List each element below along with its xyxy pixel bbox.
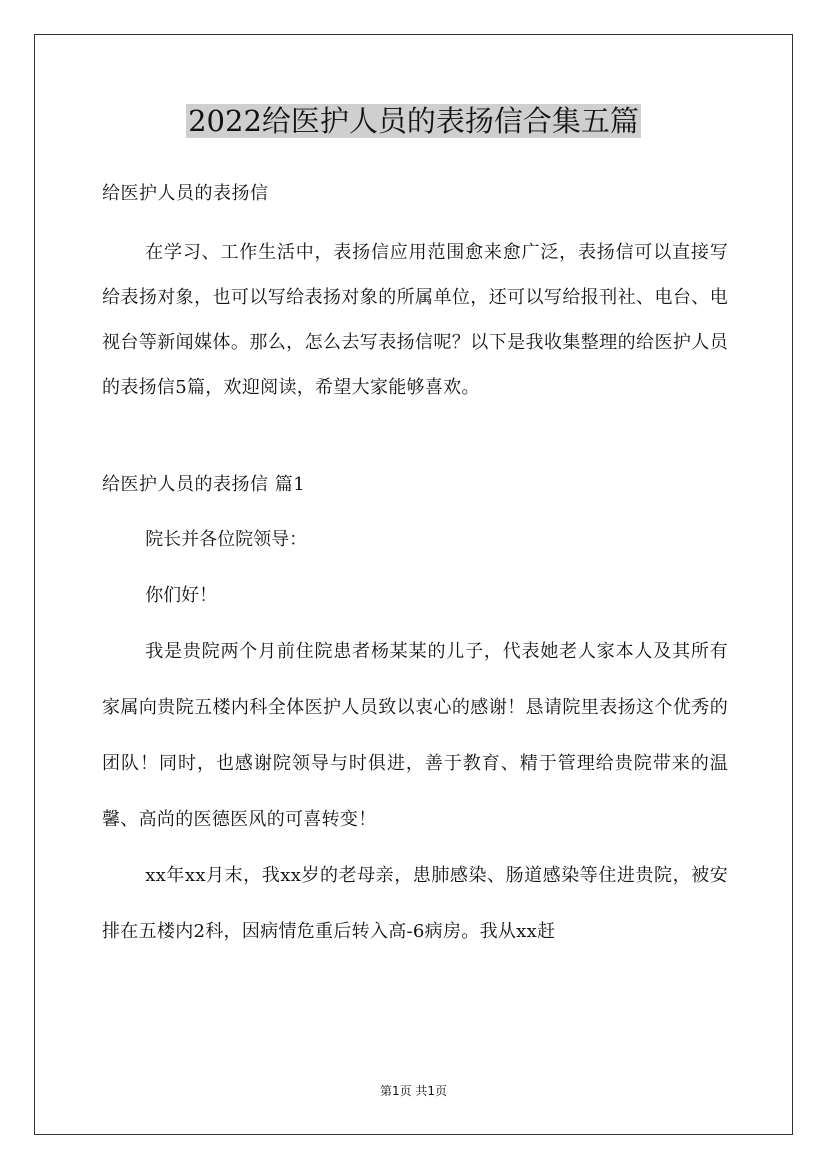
document-body [102, 170, 728, 960]
section-spacer [102, 410, 728, 458]
page-footer: 第1页 共1页 [379, 1084, 448, 1098]
letter-paragraph-2: xx年xx月末，我xx岁的老母亲，患肺感染、肠道感染等住进贵院，被安排在五楼内2科，因病情危重后转入高-6病房。我从xx赶 [102, 865, 728, 942]
greeting: 你们好！ [145, 585, 218, 606]
document-title-text: 2022给医护人员的表扬信合集五篇 [188, 104, 639, 138]
letter-paragraph-1: 我是贵院两个月前住院患者杨某某的儿子，代表她老人家本人及其所有家属向贵院五楼内科全体医护人员致以衷心的感谢！恳请院里表扬这个优秀的团队！同时，也感谢院领导与时俱进，善于教育、精于管理给贵院带来的温馨、高尚的医德医风的可喜转变！ [102, 641, 728, 830]
salutation: 院长并各位院领导： [145, 529, 308, 550]
section1-heading: 给医护人员的表扬信 篇1 [102, 474, 306, 495]
intro-heading: 给医护人员的表扬信 [102, 183, 269, 204]
intro-paragraph: 在学习、工作生活中，表扬信应用范围愈来愈广泛，表扬信可以直接写给表扬对象，也可以写给表扬对象的所属单位，还可以写给报刊社、电台、电视台等新闻媒体。那么，怎么去写表扬信呢？以下是我收集整理的给医护人员的表扬信5篇，欢迎阅读，希望大家能够喜欢。 [102, 242, 728, 398]
document-title [0, 100, 827, 142]
